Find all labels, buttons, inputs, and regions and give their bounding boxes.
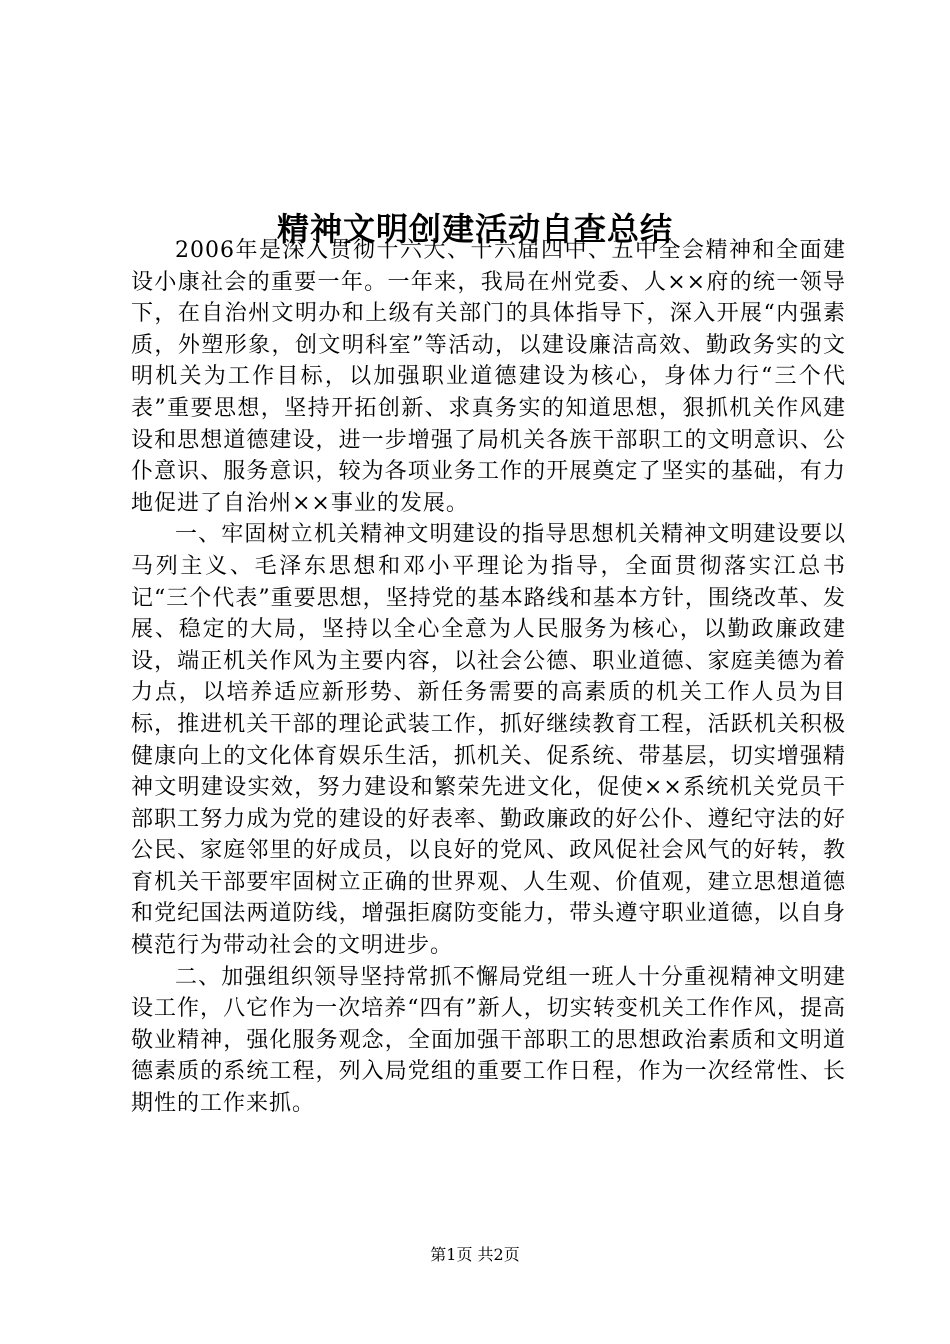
page-number-footer: 第1页 共2页 [430,1245,520,1264]
document-title: 精神文明创建活动自查总结 [276,210,673,249]
paragraph-section-2: 二、加强组织领导坚持常抓不懈局党组一班人十分重视精神文明建设工作，八它作为一次培养“四有”新人，切实转变机关工作作风，提高敬业精神，强化服务观念，全面加强干部职工的思想政治素质和文明道德素质的系统工程，列入局党组的重要工作日程，作为一次经常性、长期性的工作来抓。 [131,964,846,1117]
paragraph-section-1: 一、牢固树立机关精神文明建设的指导思想机关精神文明建设要以马列主义、毛泽东思想和邓小平理论为指导，全面贯彻落实江总书记“三个代表”重要思想，坚持党的基本路线和基本方针，围绕改革、发展、稳定的大局，坚持以全心全意为人民服务为核心，以勤政廉政建设，端正机关作风为主要内容，以社会公德、职业道德、家庭美德为着力点，以培养适应新形势、新任务需要的高素质的机关工作人员为目标，推进机关干部的理论武装工作，抓好继续教育工程，活跃机关积极健康向上的文化体育娱乐生活，抓机关、促系统、带基层，切实增强精神文明建设实效，努力建设和繁荣先进文化，促使××系统机关党员干部职工努力成为党的建设的好表率、勤政廉政的好公仆、遵纪守法的好公民、家庭邻里的好成员，以良好的党风、政风促社会风气的好转，教育机关干部要牢固树立正确的世界观、人生观、价值观，建立思想道德和党纪国法两道防线，增强拒腐防变能力，带头遵守职业道德，以自身模范行为带动社会的文明进步。 [131,522,846,959]
document-body [131,235,846,1120]
paragraph-intro: 2006年是深入贯彻十六大、十六届四中、五中全会精神和全面建设小康社会的重要一年。一年来，我局在州党委、人××府的统一领导下，在自治州文明办和上级有关部门的具体指导下，深入开展“内强素质，外塑形象，创文明科室”等活动，以建设廉洁高效、勤政务实的文明机关为工作目标，以加强职业道德建设为核心，身体力行“三个代表”重要思想，坚持开拓创新、求真务实的知道思想，狠抓机关作风建设和思想道德建设，进一步增强了局机关各族干部职工的文明意识、公仆意识、服务意识，较为各项业务工作的开展奠定了坚实的基础，有力地促进了自治州××事业的发展。 [131,238,846,516]
